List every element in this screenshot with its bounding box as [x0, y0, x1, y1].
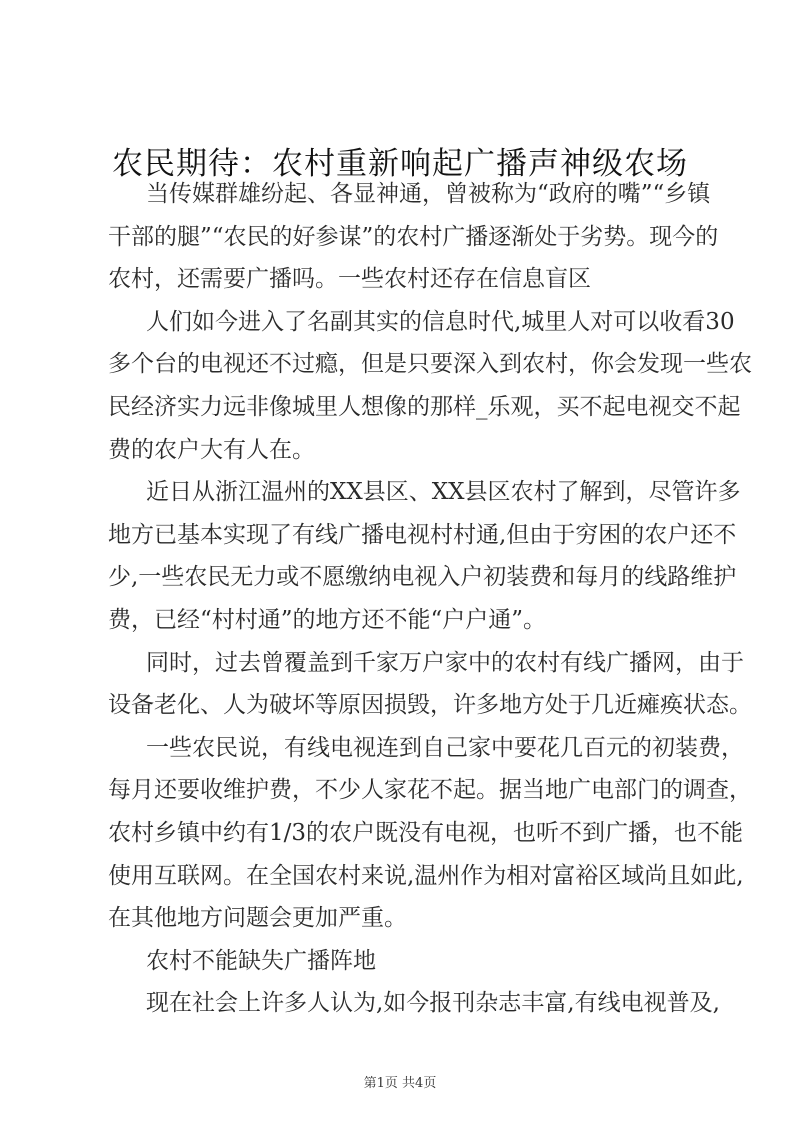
text-line: 地方已基本实现了有线广播电视村村通,但由于穷困的农户还不	[108, 521, 737, 548]
paragraph	[108, 173, 719, 301]
text-line: 人们如今进入了名副其实的信息时代,城里人对可以收看30	[146, 308, 735, 335]
document-body	[108, 173, 752, 1025]
text-line: 同时，过去曾覆盖到千家万户家中的农村有线广播网，由于	[146, 649, 744, 676]
text-line: 费的农户大有人在。	[108, 436, 315, 463]
text-line: 少,一些农民无力或不愿缴纳电视入户初装费和每月的线路维护	[108, 564, 737, 591]
text-line: 设备老化、人为破坏等原因损毁，许多地方处于几近瘫痪状态。	[108, 692, 752, 719]
paragraph	[108, 727, 752, 940]
paragraph	[108, 301, 752, 471]
text-line: 使用互联网。在全国农村来说,温州作为相对富裕区域尚且如此,	[108, 862, 744, 889]
page-footer: 第1页 共4页	[363, 1076, 437, 1091]
text-line: 每月还要收维护费，不少人家花不起。据当地广电部门的调查，	[108, 777, 752, 804]
text-line: 干部的腿”“农民的好参谋”的农村广播逐渐处于劣势。现今的	[108, 223, 719, 250]
paragraph	[108, 471, 741, 641]
text-line: 一些农民说，有线电视连到自己家中要花几百元的初装费，	[146, 734, 744, 761]
paragraph	[108, 982, 720, 1025]
text-line: 近日从浙江温州的XX县区、XX县区农村了解到，尽管许多	[146, 479, 741, 506]
text-line: 在其他地方问题会更加严重。	[108, 905, 407, 932]
text-line: 农村，还需要广播吗。一些农村还存在信息盲区	[108, 266, 591, 293]
text-line: 多个台的电视还不过瘾，但是只要深入到农村，你会发现一些农	[108, 351, 752, 378]
text-line: 农村不能缺失广播阵地	[146, 947, 376, 974]
text-line: 费，已经“村村通”的地方还不能“户户通”。	[108, 606, 547, 633]
text-line: 当传媒群雄纷起、各显神通，曾被称为“政府的嘴”“乡镇	[146, 181, 711, 207]
text-line: 民经济实力远非像城里人想像的那样_乐观，买不起电视交不起	[108, 393, 741, 420]
text-line: 现在社会上许多人认为,如今报刊杂志丰富,有线电视普及,	[146, 990, 720, 1017]
text-line: 农村乡镇中约有1/3的农户既没有电视，也听不到广播，也不能	[108, 819, 744, 846]
document-title: 农民期待：农村重新响起广播声神级农场	[112, 146, 688, 182]
paragraph	[108, 940, 708, 983]
paragraph	[108, 642, 752, 727]
